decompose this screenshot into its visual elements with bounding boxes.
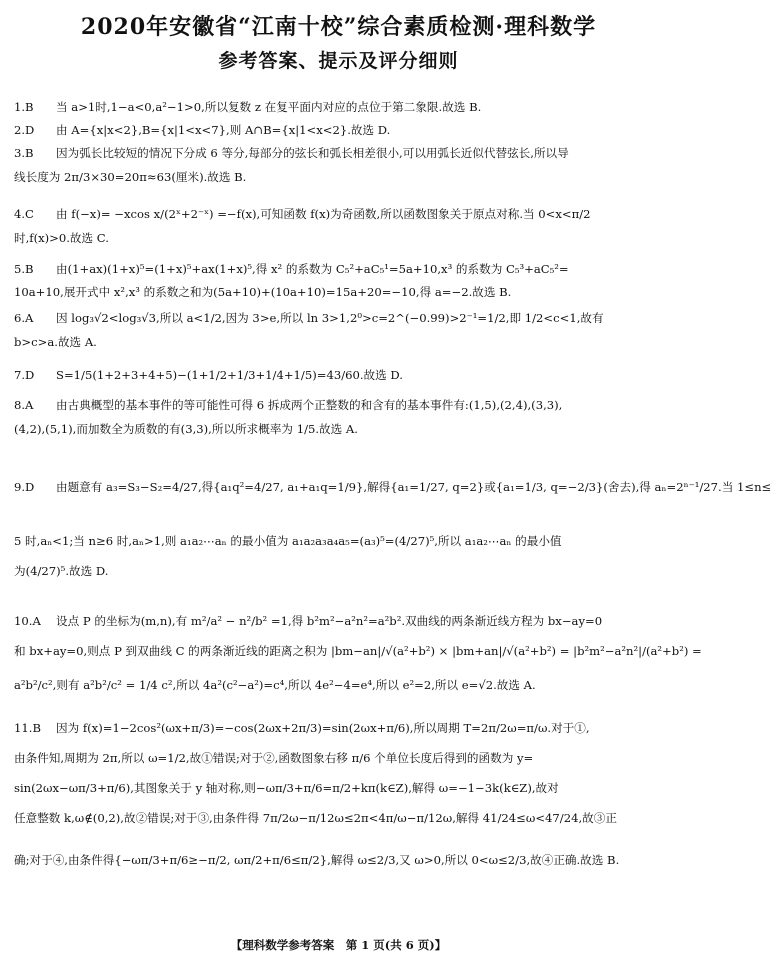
answer-text: 线长度为 2π/3×30=20π≈63(厘米).故选 B. xyxy=(14,170,247,184)
answer-text: 由 A={x|x<2},B={x|1<x<7},则 A∩B={x|1<x<2}.故选 D. xyxy=(56,123,391,137)
answer-number: 6.A xyxy=(14,311,34,325)
answer-text: 因为 f(x)=1−2cos²(ωx+π/3)=−cos(2ωx+2π/3)=sin(2ωx+π/6),所以周期 T=2π/2ω=π/ω.对于①, xyxy=(56,721,590,735)
answer-item-7 xyxy=(14,368,668,382)
answer-text: 确;对于④,由条件得{−ωπ/3+π/6≥−π/2, ωπ/2+π/6≤π/2},解得 ω≤2/3,又 ω>0,所以 0<ω≤2/3,故④正确.故选 B. xyxy=(14,853,620,867)
answer-text: 时,f(x)>0.故选 C. xyxy=(14,231,109,245)
answer-text: a²b²/c²,则有 a²b²/c² = 1/4 c²,所以 4a²(c²−a²)=c⁴,所以 4e²−4=e⁴,所以 e²=2,所以 e=√2.故选 A. xyxy=(14,678,536,692)
answer-text: 因 log₃√2<log₃√3,所以 a<1/2,因为 3>e,所以 ln 3>1,2⁰>c=2^(−0.99)>2⁻¹=1/2,即 1/2<c<1,故有 xyxy=(56,311,604,325)
answer-number: 2.D xyxy=(14,123,35,137)
answer-item-1 xyxy=(14,100,668,114)
answer-number: 1.B xyxy=(14,100,34,114)
answer-text: (4,2),(5,1),而加数全为质数的有(3,3),所以所求概率为 1/5.故选 A. xyxy=(14,422,358,436)
page-subtitle: 参考答案、提示及评分细则 xyxy=(218,50,459,72)
answer-text: sin(2ωx−ωπ/3+π/6),其图象关于 y 轴对称,则−ωπ/3+π/6=π/2+kπ(k∈Z),解得 ω=−1−3k(k∈Z),故对 xyxy=(14,781,559,795)
answer-text: b>c>a.故选 A. xyxy=(14,335,97,349)
answer-item-4 xyxy=(14,207,668,245)
answer-item-8 xyxy=(14,398,668,436)
answer-item-10 xyxy=(14,614,702,692)
answer-number: 7.D xyxy=(14,368,35,382)
answer-number: 4.C xyxy=(14,207,34,221)
answer-text: 任意整数 k,ω∉(0,2),故②错误;对于③,由条件得 7π/2ω−π/12ω≤2π<4π/ω−π/12ω,解得 41/24≤ω<47/24,故③正 xyxy=(14,811,617,825)
answer-number: 11.B xyxy=(14,721,41,735)
answer-text: 由(1+ax)(1+x)⁵=(1+x)⁵+ax(1+x)⁵,得 x² 的系数为 C₅²+aC₅¹=5a+10,x³ 的系数为 C₅³+aC₅²= xyxy=(56,262,569,276)
answer-text: 由题意有 a₃=S₃−S₂=4/27,得{a₁q²=4/27, a₁+a₁q=1/9},解得{a₁=1/27, q=2}或{a₁=1/3, q=−2/3}(舍去),得 aₙ=2ⁿ⁻¹/27.当 1≤n≤ xyxy=(56,480,771,494)
answer-item-9 xyxy=(14,480,771,578)
answer-number: 8.A xyxy=(14,398,34,412)
page-footer: 【理科数学参考答案 第 1 页(共 6 页)】 xyxy=(230,938,447,952)
answer-text: 当 a>1时,1−a<0,a²−1>0,所以复数 z 在复平面内对应的点位于第二象限.故选 B. xyxy=(56,100,482,114)
answer-item-2 xyxy=(14,123,668,137)
answer-text: S=1/5(1+2+3+4+5)−(1+1/2+1/3+1/4+1/5)=43/60.故选 D. xyxy=(56,368,403,382)
answer-text: 因为弧长比较短的情况下分成 6 等分,每部分的弦长和弧长相差很小,可以用弧长近似代替弦长,所以导 xyxy=(56,146,569,160)
answer-text: 由条件知,周期为 2π,所以 ω=1/2,故①错误;对于②,函数图象右移 π/6 个单位长度后得到的函数为 y= xyxy=(14,751,534,765)
page-title: 2020年安徽省“江南十校”综合素质检测·理科数学 xyxy=(80,14,597,40)
answer-number: 10.A xyxy=(14,614,41,628)
answer-number: 5.B xyxy=(14,262,34,276)
answer-text: 由 f(−x)= −xcos x/(2ˣ+2⁻ˣ) =−f(x),可知函数 f(x)为奇函数,所以函数图象关于原点对称.当 0<x<π/2 xyxy=(56,207,591,221)
answer-text: 和 bx+ay=0,则点 P 到双曲线 C 的两条渐近线的距离之积为 |bm−an|/√(a²+b²) × |bm+an|/√(a²+b²) = |b²m²−a²n²|/(a²+b²) = xyxy=(14,644,702,658)
answer-item-5 xyxy=(14,262,668,299)
answer-text: 由古典概型的基本事件的等可能性可得 6 拆成两个正整数的和含有的基本事件有:(1,5),(2,4),(3,3), xyxy=(56,398,563,412)
answer-text: 设点 P 的坐标为(m,n),有 m²/a² − n²/b² =1,得 b²m²−a²n²=a²b².双曲线的两条渐近线方程为 bx−ay=0 xyxy=(56,614,603,628)
answer-text: 为(4/27)⁵.故选 D. xyxy=(14,564,109,578)
answer-number: 9.D xyxy=(14,480,35,494)
answer-item-11 xyxy=(14,721,668,867)
answer-text: 10a+10,展开式中 x²,x³ 的系数之和为(5a+10)+(10a+10)=15a+20=−10,得 a=−2.故选 B. xyxy=(14,285,512,299)
answer-text: 5 时,aₙ<1;当 n≥6 时,aₙ>1,则 a₁a₂⋯aₙ 的最小值为 a₁a₂a₃a₄a₅=(a₃)⁵=(4/27)⁵,所以 a₁a₂⋯aₙ 的最小值 xyxy=(14,534,562,548)
answer-item-3 xyxy=(14,146,668,184)
answer-item-6 xyxy=(14,311,668,349)
answer-number: 3.B xyxy=(14,146,34,160)
